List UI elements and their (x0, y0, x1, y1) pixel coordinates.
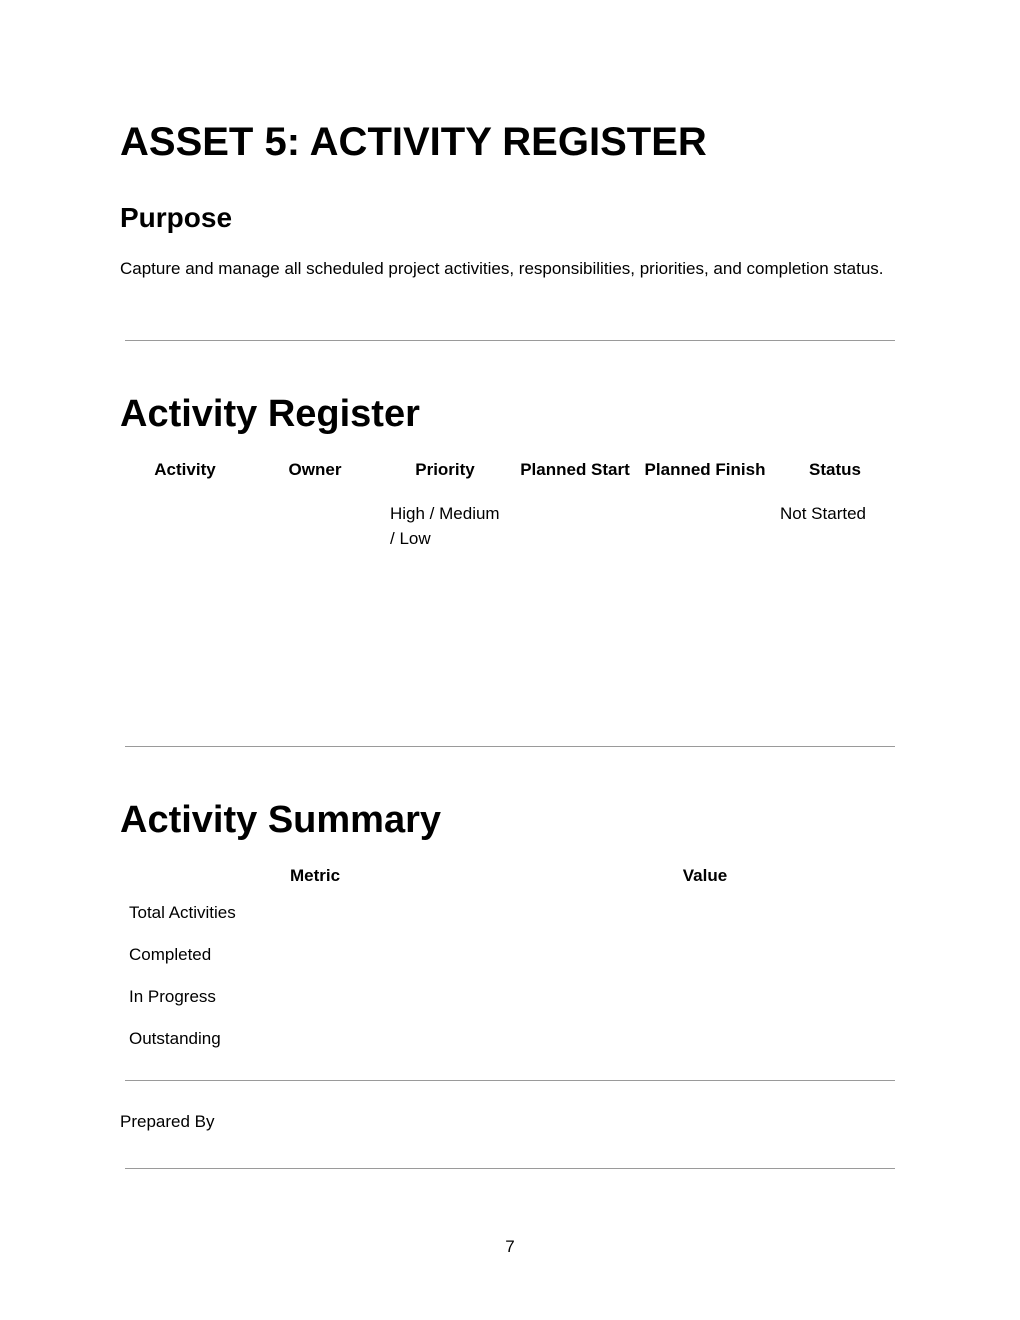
column-header-value: Value (682, 866, 728, 885)
column-header-planned-start: Planned Start (520, 460, 630, 479)
cell-status: Not Started (780, 504, 866, 523)
cell-priority: High / Medium / Low (390, 504, 500, 548)
page-number: 7 (505, 1237, 515, 1256)
metric-value (510, 1020, 900, 1062)
column-header-activity: Activity (154, 460, 216, 479)
prepared-by-label: Prepared By (120, 1112, 215, 1131)
cell-activity (120, 502, 250, 632)
metric-value (510, 894, 900, 936)
page-title: ASSET 5: ACTIVITY REGISTER (120, 120, 707, 164)
metric-value (510, 936, 900, 978)
cell-planned-start (510, 502, 640, 632)
metric-value (510, 978, 900, 1020)
metric-label: Completed (129, 944, 212, 964)
table-row (120, 936, 900, 978)
metric-label: Total Activities (129, 902, 236, 922)
column-header-priority: Priority (415, 460, 475, 479)
table-row (120, 1020, 900, 1062)
divider (125, 1168, 895, 1169)
divider (125, 340, 895, 341)
table-row (120, 894, 900, 936)
purpose-heading: Purpose (120, 202, 233, 233)
activity-summary-heading: Activity Summary (120, 799, 442, 841)
divider (125, 1080, 895, 1081)
column-header-status: Status (809, 460, 861, 479)
cell-planned-finish (640, 502, 770, 632)
metric-label: In Progress (129, 986, 216, 1006)
activity-summary-table (120, 864, 900, 1062)
table-header-row (120, 864, 900, 894)
column-header-planned-finish: Planned Finish (644, 460, 766, 479)
column-header-owner: Owner (288, 460, 342, 479)
divider (125, 746, 895, 747)
table-row (120, 502, 900, 632)
metric-label: Outstanding (129, 1028, 221, 1048)
activity-register-heading: Activity Register (120, 393, 420, 435)
activity-register-table (120, 458, 900, 632)
cell-owner (250, 502, 380, 632)
table-header-row (120, 458, 900, 502)
purpose-text: Capture and manage all scheduled project activities, responsibilities, priorities, and completion status. (120, 259, 884, 278)
table-row (120, 978, 900, 1020)
column-header-metric: Metric (289, 866, 341, 885)
